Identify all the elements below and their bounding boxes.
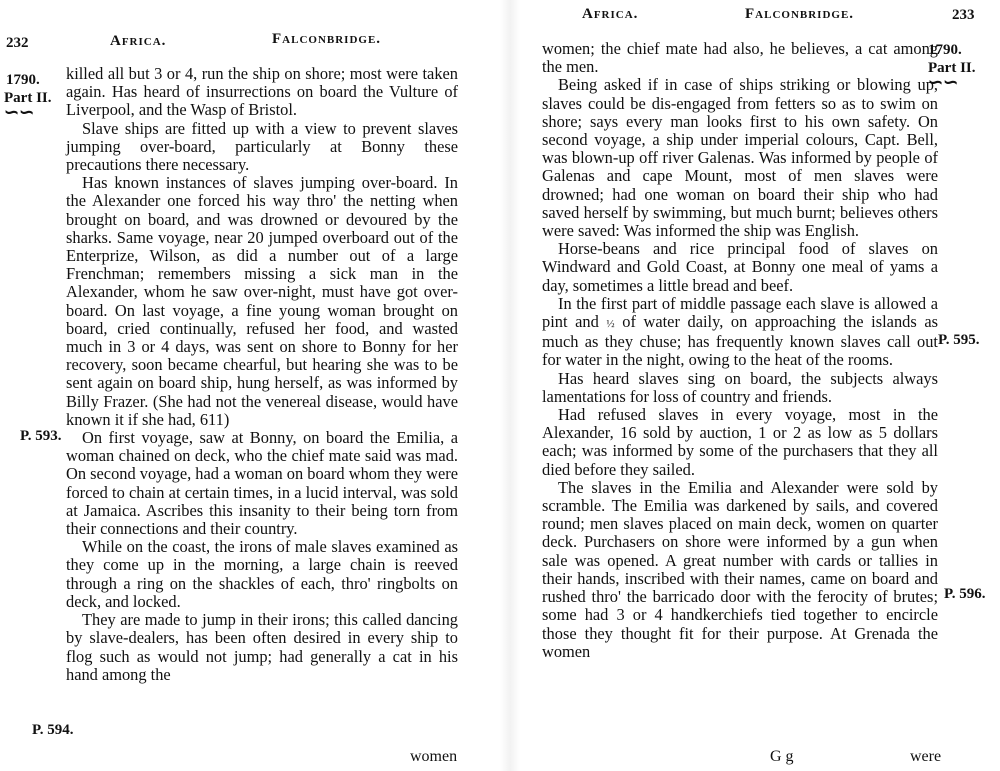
left-paragraph-3: Has known instances of slaves jumping over-board. In the Alexander one forced his way thro' the netting when brought on board, and was drowned or devoured by the sharks. Same voyage, near 20 jumped overboard out of the Enterprize, Wilson, as did a number out of a large Frenchman; remembers missing a sick man in the Alexander, whom he saw over-night, must have got over-board. On last voyage, a fine young woman brought on board, cried continually, refused her food, and wasted much in 3 or 4 days, was sent on shore to Bonny for her recovery, soon became chearful, but hearing she was to be sent again on board ship, hung herself, as was informed by Billy Frazer. (She had not the venereal disease, would have known it if she had, 611) (66, 173, 458, 429)
left-paragraph-6: They are made to jump in their irons; this called dancing by slave-dealers, has been often desired in every ship to flog such as would not jump; had generally a cat in his hand among the (66, 610, 458, 684)
right-running-head-right: Falconbridge. (745, 6, 855, 22)
right-body-text (542, 40, 938, 661)
right-paragraph-4-start: In the first part of middle passage each slave is allowed a pint and (542, 293, 938, 332)
left-paragraph-4: On first voyage, saw at Bonny, on board the Emilia, a woman chained on deck, who the chief mate said was mad. On second voyage, had a woman on board whom they were forced to chain at certain times, in a lucid interval, was sold at Jamaica. Ascribes this insanity to their being torn from their connections and their country. (66, 428, 458, 539)
left-margin-year (6, 72, 40, 89)
right-flourish-ornament: ∽∽ (928, 72, 959, 92)
right-paragraph-7: The slaves in the Emilia and Alexander were sold by scramble. The Emilia was darkened by sails, and covered round; men slaves placed on main deck, women on quarter deck. Purchasers on shore were informed by a gun when sale was opened. A great number with cards or tallies in their hands, inscribed with their names, came on board and rushed thro' the barricado door with the ferocity of brutes; some had 3 or 4 handkerchiefs tied together to encircle those they thought fit for their purpose. At Grenada the women (542, 477, 938, 661)
left-catchword: women (410, 748, 458, 765)
left-margin-part (4, 90, 52, 122)
left-paragraph-2: Slave ships are fitted up with a view to prevent slaves jumping over-board, particularly at Bonny these precautions there necessary. (66, 118, 458, 175)
right-paragraph-2: Being asked if in case of ships striking or blowing up, slaves could be dis-engaged from fetters so as to swim on shore; says every man looks first to his own safety. On second voyage, a ship under imperial colours, Capt. Bell, was blown-up off river Galenas. Was informed by people of Galenas and cape Mount, most of men slaves were drowned; had one woman on board their ship who had saved herself by swimming, but much burnt; believes others were saved: Was informed the ship was English. (542, 75, 938, 241)
right-paragraph-1: women; the chief mate had also, he believes, a cat among the men. (542, 39, 938, 77)
right-paragraph-3: Horse-beans and rice principal food of slaves on Windward and Gold Coast, at Bonny one meal of yams a day, sometimes a little bread and beef. (542, 239, 938, 295)
left-margin-ref-2: P. 594. (32, 722, 74, 738)
left-margin-year-text: 1790. (6, 72, 40, 88)
left-running-head-right: Falconbridge. (272, 31, 382, 47)
fraction-half: ½ (606, 318, 615, 331)
left-running-head-left: Africa. (110, 33, 167, 49)
left-paragraph-1: killed all but 3 or 4, run the ship on shore; most were taken again. Has heard of insurrections on board the Vulture of Liverpool, and the Wasp of Bristol. (66, 64, 458, 120)
right-paragraph-5: Has heard slaves sing on board, the subjects always lamentations for loss of country and friends. (542, 368, 938, 406)
right-margin-ref-1: P. 595. (938, 332, 980, 348)
right-paragraph-4 (542, 295, 938, 370)
right-catchword: were (910, 748, 942, 765)
right-signature-mark: G g (770, 748, 794, 765)
right-margin-part-text: Part II. (928, 60, 976, 76)
right-margin-ref-2: P. 596. (944, 586, 986, 602)
left-margin-part-text: Part II. (4, 90, 52, 106)
right-running-head-left: Africa. (582, 6, 639, 22)
left-margin-ref-1: P. 593. (20, 428, 62, 444)
right-margin-year: 1790. (928, 42, 962, 58)
left-body-text (66, 65, 458, 684)
right-paragraph-6: Had refused slaves in every voyage, most in the Alexander, 16 sold by auction, 1 or 2 as low as 5 dollars each; was informed by some of the purchasers that they all died before they sailed. (542, 405, 938, 479)
left-paragraph-5: While on the coast, the irons of male slaves examined as they come up in the morning, a large chain is reeved through a ring on the shackles of each, thro' ringbolts on deck, and locked. (66, 537, 458, 611)
right-page-number: 233 (952, 7, 975, 23)
book-gutter (500, 0, 520, 771)
left-page-number: 232 (6, 35, 29, 51)
right-paragraph-4-end: of water daily, on approaching the islands as much as they chuse; has frequently known slaves call out for water in the night, owing to the heat of the rooms. (542, 312, 938, 370)
right-page (520, 0, 1000, 771)
left-flourish-ornament: ∽∽ (4, 102, 35, 122)
